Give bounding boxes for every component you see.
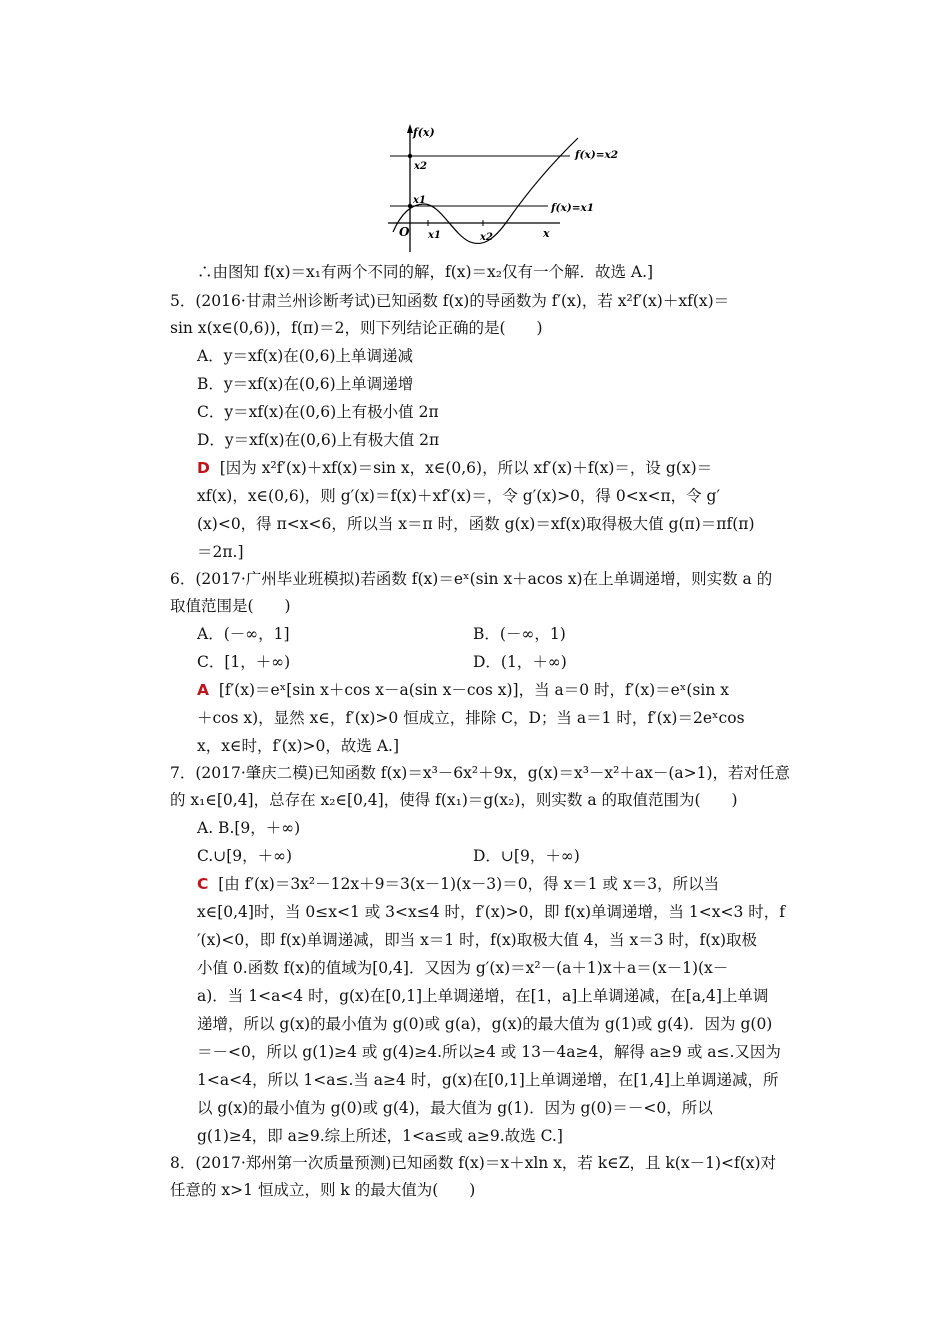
q7-answer: C (197, 875, 209, 893)
q7-solution-text-1: [由 f′(x)＝3x²－12x＋9＝3(x－1)(x－3)＝0，得 x＝1 或 x＝3，所以当 (218, 875, 720, 893)
q7-solution-line-3: ′(x)<0，即 f(x)单调递减，即当 x＝1 时，f(x)取极大值 4，当 x＝3 时，f(x)取极 (197, 931, 758, 949)
q5-stem-cont: sin x(x∈(0,6))，f(π)＝2，则下列结论正确的是( ) (170, 319, 543, 337)
q5-option-a: A．y＝xf(x)在(0,6)上单调递减 (197, 347, 414, 365)
q6-solution-line-1 (197, 680, 729, 700)
label-x1-axis: x1 (413, 195, 426, 206)
label-f-axis: f(x) (413, 126, 435, 139)
q5-solution-line-2: xf(x)，x∈(0,6)，则 g′(x)＝f(x)＋xf′(x)＝，令 g′(x)>0，得 0<x<π，令 g′ (197, 487, 720, 505)
q7-solution-line-7: ＝－<0，所以 g(1)≥4 或 g(4)≥4.所以≥4 或 13－4a≥4，解得 a≥9 或 a≤.又因为 (197, 1043, 781, 1061)
q7-option-d: D．∪[9，＋∞) (473, 847, 580, 865)
q5-option-b: B．y＝xf(x)在(0,6)上单调递增 (197, 375, 414, 393)
label-x2-tick: x2 (480, 232, 493, 243)
label-f-x1: f(x)=x1 (551, 202, 595, 214)
q5-solution-line-3: (x)<0，得 π<x<6，所以当 x＝π 时，函数 g(x)＝xf(x)取得极大值 g(π)＝πf(π) (197, 515, 755, 533)
point-x2 (408, 154, 412, 158)
q6-option-b: B．(－∞，1) (473, 625, 566, 643)
q7-solution-line-5: a)．当 1<a<4 时，g(x)在[0,1]上单调递增，在[1，a]上单调递减，在[a,4]上单调 (197, 987, 769, 1005)
q7-option-c: C.∪[9，＋∞) (197, 847, 293, 865)
q6-stem-cont: 取值范围是( ) (170, 597, 291, 615)
q7-stem-cont: 的 x₁∈[0,4]，总存在 x₂∈[0,4]，使得 f(x₁)＝g(x₂)，则实数 a 的取值范围为( ) (170, 791, 738, 809)
q6-option-c: C．[1，＋∞) (197, 653, 291, 671)
q7-solution-line-10: g(1)≥4，即 a≥9.综上所述，1<a≤或 a≥9.故选 C.] (197, 1127, 563, 1145)
q6-option-a: A．(－∞，1] (197, 625, 290, 643)
q7-stem: 7．(2017·肇庆二模)已知函数 f(x)＝x³－6x²＋9x，g(x)＝x³－x²＋ax－(a>1)，若对任意 (170, 764, 791, 782)
q8-stem-cont: 任意的 x>1 恒成立，则 k 的最大值为( ) (170, 1181, 476, 1199)
q5-option-d: D．y＝xf(x)在(0,6)上有极大值 2π (197, 431, 440, 449)
label-f-x2: f(x)=x2 (575, 149, 619, 161)
function-curve (393, 138, 578, 243)
q6-solution-line-2: ＋cos x)，显然 x∈，f′(x)>0 恒成立，排除 C，D；当 a＝1 时，f′(x)＝2eˣcos (197, 709, 745, 727)
q7-solution-line-9: 以 g(x)的最小值为 g(0)或 g(4)，最大值为 g(1)．因为 g(0)＝－<0，所以 (197, 1099, 713, 1117)
q5-stem: 5．(2016·甘肃兰州诊断考试)已知函数 f(x)的导函数为 f′(x)，若 x²f′(x)＋xf(x)＝ (170, 292, 730, 310)
label-x1-tick: x1 (428, 230, 441, 241)
q6-stem: 6．(2017·广州毕业班模拟)若函数 f(x)＝eˣ(sin x＋acos x)在上单调递增，则实数 a 的 (170, 570, 773, 588)
q7-solution-line-4: 小值 0.函数 f(x)的值域为[0,4]．又因为 g′(x)＝x²－(a＋1)x＋a＝(x－1)(x－ (197, 959, 729, 977)
q8-stem: 8．(2017·郑州第一次质量预测)已知函数 f(x)＝x＋xln x，若 k∈Z，且 k(x－1)<f(x)对 (170, 1154, 777, 1172)
q6-solution-text-1: [f′(x)＝eˣ[sin x＋cos x－a(sin x－cos x)]，当 a＝0 时，f′(x)＝eˣ(sin x (218, 681, 729, 699)
q7-solution-line-1 (197, 874, 719, 894)
q7-solution-line-2: x∈[0,4]时，当 0≤x<1 或 3<x≤4 时，f′(x)>0，即 f(x)单调递增，当 1<x<3 时，f (197, 903, 786, 921)
label-x2-axis: x2 (414, 161, 427, 172)
q6-solution-line-3: x，x∈时，f′(x)>0，故选 A.] (197, 737, 399, 755)
q7-solution-line-8: 1<a<4，所以 1<a≤.当 a≥4 时，g(x)在[0,1]上单调递增，在[1,4]上单调递减，所 (197, 1071, 779, 1089)
q4-conclusion: ∴由图知 f(x)＝x₁有两个不同的解，f(x)＝x₂仅有一个解．故选 A.] (197, 263, 654, 281)
q5-solution-line-1 (197, 458, 712, 478)
q5-solution-line-4: ＝2π.] (197, 543, 244, 561)
q7-option-ab: A. B.[9，＋∞) (197, 819, 301, 837)
function-graph-figure (0, 0, 950, 260)
q5-option-c: C．y＝xf(x)在(0,6)上有极小值 2π (197, 403, 439, 421)
q5-solution-text-1: [因为 x²f′(x)＋xf(x)＝sin x，x∈(0,6)，所以 xf′(x)＋f(x)＝，设 g(x)＝ (219, 459, 713, 477)
label-origin: O (399, 225, 410, 239)
q7-solution-line-6: 递增，所以 g(x)的最小值为 g(0)或 g(a)，g(x)的最大值为 g(1)或 g(4)．因为 g(0) (197, 1015, 773, 1033)
label-x-axis: x (543, 227, 550, 240)
q6-answer: A (197, 681, 209, 699)
q6-option-d: D．(1，＋∞) (473, 653, 567, 671)
q5-answer: D (197, 459, 210, 477)
